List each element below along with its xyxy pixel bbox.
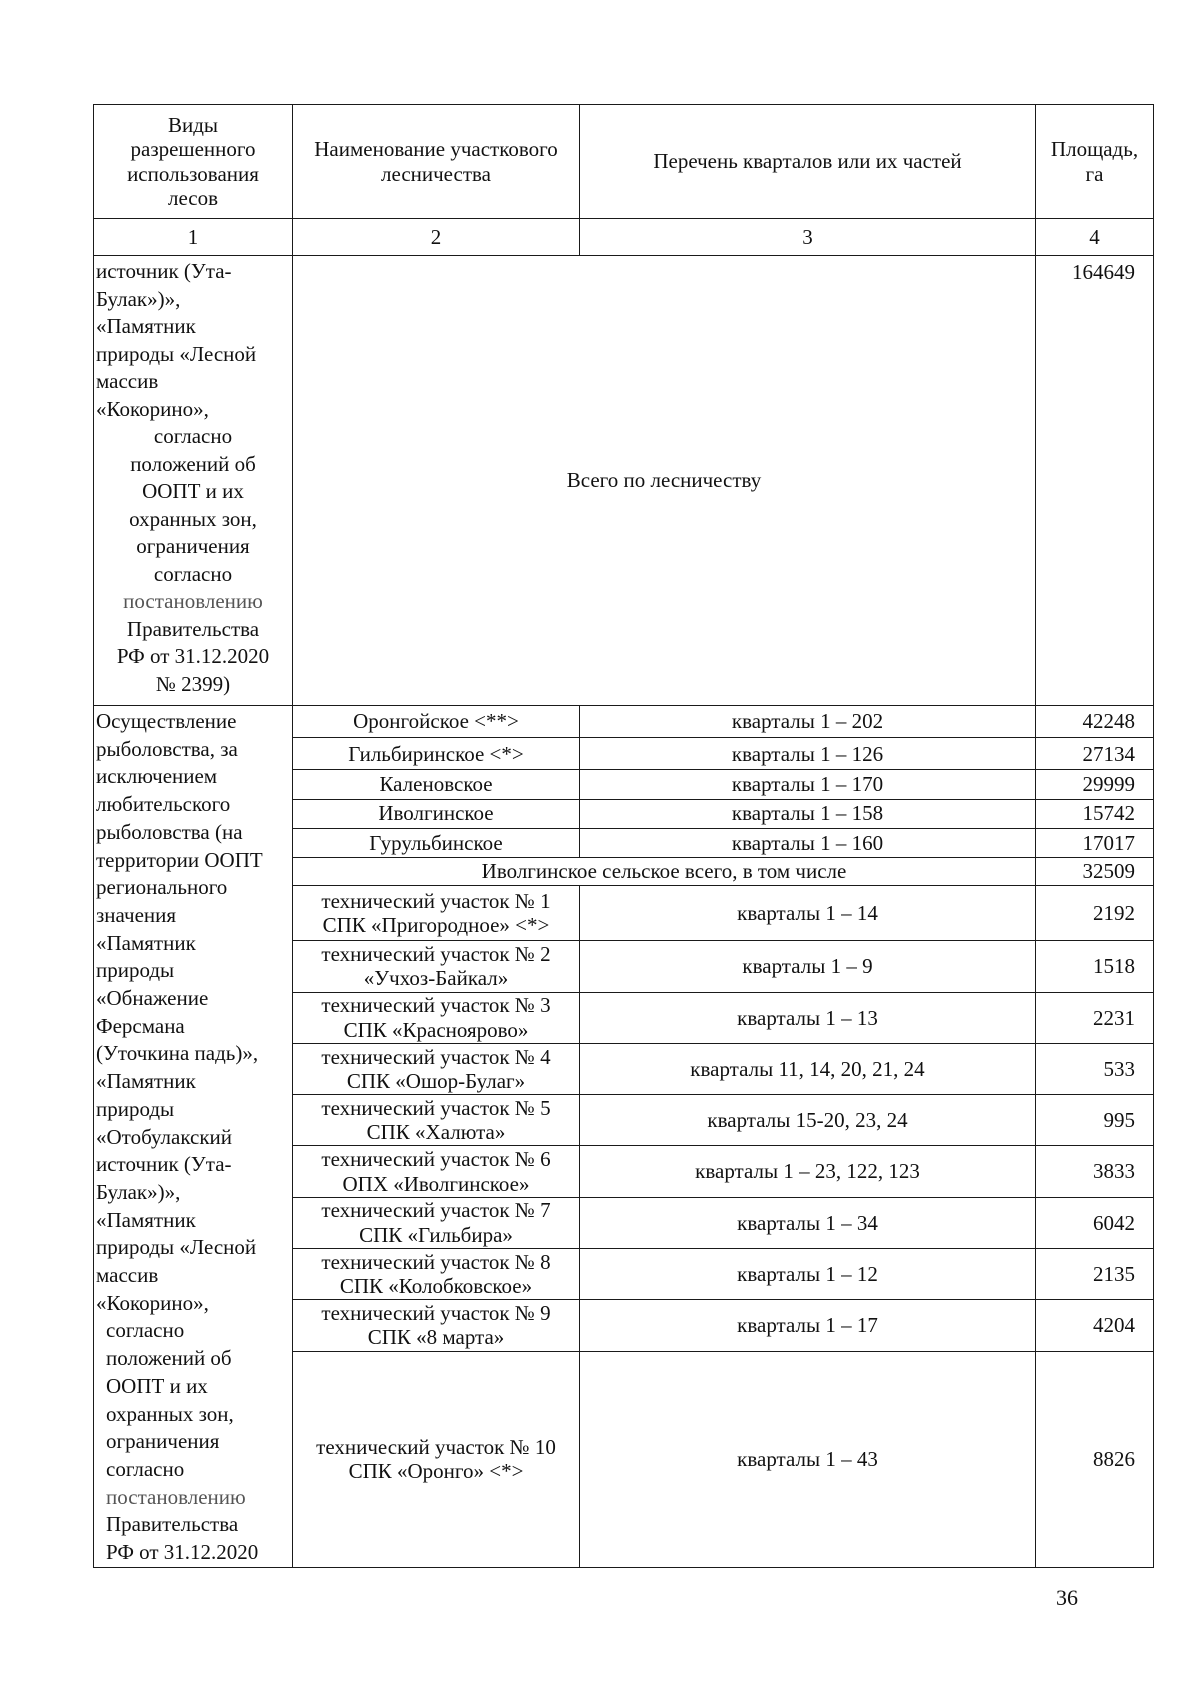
header-row [94,105,1154,219]
forestry-name: Гильбиринское <*> [293,738,580,770]
section-quarters: кварталы 1 – 13 [580,992,1036,1043]
section-name: технический участок № 9 СПК «8 марта» [293,1300,580,1351]
use-type-cell-fishing: Осуществление рыболовства, за исключением любительского рыболовства (на территории ООПТ регионального значения «Памятник природы «Обнажение Ферсмана (Уточкина падь)», «Памятник природы «Отобулакский источник (Ута- Булак»)», «Памятник природы «Лесной массив «Кокорино», согласно положений об ООПТ и их охранных зон, ограничения согласно постановлению Правительства РФ от 31.12.2020 [94,706,293,1568]
forestry-area: 17017 [1036,828,1154,857]
total-label: Всего по лесничеству [293,256,1036,706]
section-quarters: кварталы 1 – 34 [580,1197,1036,1248]
forestry-quarters: кварталы 1 – 170 [580,770,1036,799]
subtotal-area: 32509 [1036,857,1154,885]
section-quarters: кварталы 11, 14, 20, 21, 24 [580,1043,1036,1094]
section-name: технический участок № 3 СПК «Красноярово» [293,992,580,1043]
forestry-area: 15742 [1036,799,1154,828]
section-quarters: кварталы 1 – 14 [580,885,1036,940]
section-name: технический участок № 5 СПК «Халюта» [293,1095,580,1146]
section-name: технический участок № 2 «Учхоз-Байкал» [293,941,580,992]
section-quarters: кварталы 1 – 9 [580,941,1036,992]
forestry-row [94,706,1154,738]
column-number-2: 2 [293,219,580,256]
use-type-cell-continued: источник (Ута- Булак»)», «Памятник природы «Лесной массив «Кокорино», согласно положений об ООПТ и их охранных зон, ограничения согласно постановлению Правительства РФ от 31.12.2020 № 2399) [94,256,293,706]
section-quarters: кварталы 1 – 17 [580,1300,1036,1351]
section-quarters: кварталы 1 – 12 [580,1248,1036,1299]
section-name: технический участок № 7 СПК «Гильбира» [293,1197,580,1248]
forest-use-table [93,104,1154,1568]
header-quarters: Перечень кварталов или их частей [580,105,1036,219]
forestry-quarters: кварталы 1 – 126 [580,738,1036,770]
section-quarters: кварталы 15-20, 23, 24 [580,1095,1036,1146]
section-area: 4204 [1036,1300,1154,1351]
forestry-area: 27134 [1036,738,1154,770]
column-number-3: 3 [580,219,1036,256]
page-number: 36 [1056,1585,1078,1610]
section-area: 2192 [1036,885,1154,940]
forestry-quarters: кварталы 1 – 158 [580,799,1036,828]
total-area: 164649 [1036,256,1154,706]
forestry-name: Оронгойское <**> [293,706,580,738]
forestry-quarters: кварталы 1 – 160 [580,828,1036,857]
section-quarters: кварталы 1 – 43 [580,1351,1036,1567]
section-name: технический участок № 4 СПК «Ошор-Булаг» [293,1043,580,1094]
header-area: Площадь, га [1036,105,1154,219]
section-area: 6042 [1036,1197,1154,1248]
total-row [94,256,1154,706]
section-area: 2231 [1036,992,1154,1043]
forestry-name: Гурульбинское [293,828,580,857]
section-area: 2135 [1036,1248,1154,1299]
forestry-name: Каленовское [293,770,580,799]
section-area: 3833 [1036,1146,1154,1197]
forestry-name: Иволгинское [293,799,580,828]
section-name: технический участок № 1 СПК «Пригородное» <*> [293,885,580,940]
column-number-4: 4 [1036,219,1154,256]
section-quarters: кварталы 1 – 23, 122, 123 [580,1146,1036,1197]
forestry-area: 42248 [1036,706,1154,738]
subtotal-label: Иволгинское сельское всего, в том числе [293,857,1036,885]
header-forestry-name: Наименование участкового лесничества [293,105,580,219]
header-use-type: Виды разрешенного использования лесов [94,105,293,219]
section-name: технический участок № 6 ОПХ «Иволгинское» [293,1146,580,1197]
section-area: 995 [1036,1095,1154,1146]
section-area: 533 [1036,1043,1154,1094]
forestry-area: 29999 [1036,770,1154,799]
forestry-quarters: кварталы 1 – 202 [580,706,1036,738]
section-name: технический участок № 10 СПК «Оронго» <*> [293,1351,580,1567]
section-name: технический участок № 8 СПК «Колобковское» [293,1248,580,1299]
section-area: 1518 [1036,941,1154,992]
column-number-1: 1 [94,219,293,256]
section-area: 8826 [1036,1351,1154,1567]
column-number-row [94,219,1154,256]
